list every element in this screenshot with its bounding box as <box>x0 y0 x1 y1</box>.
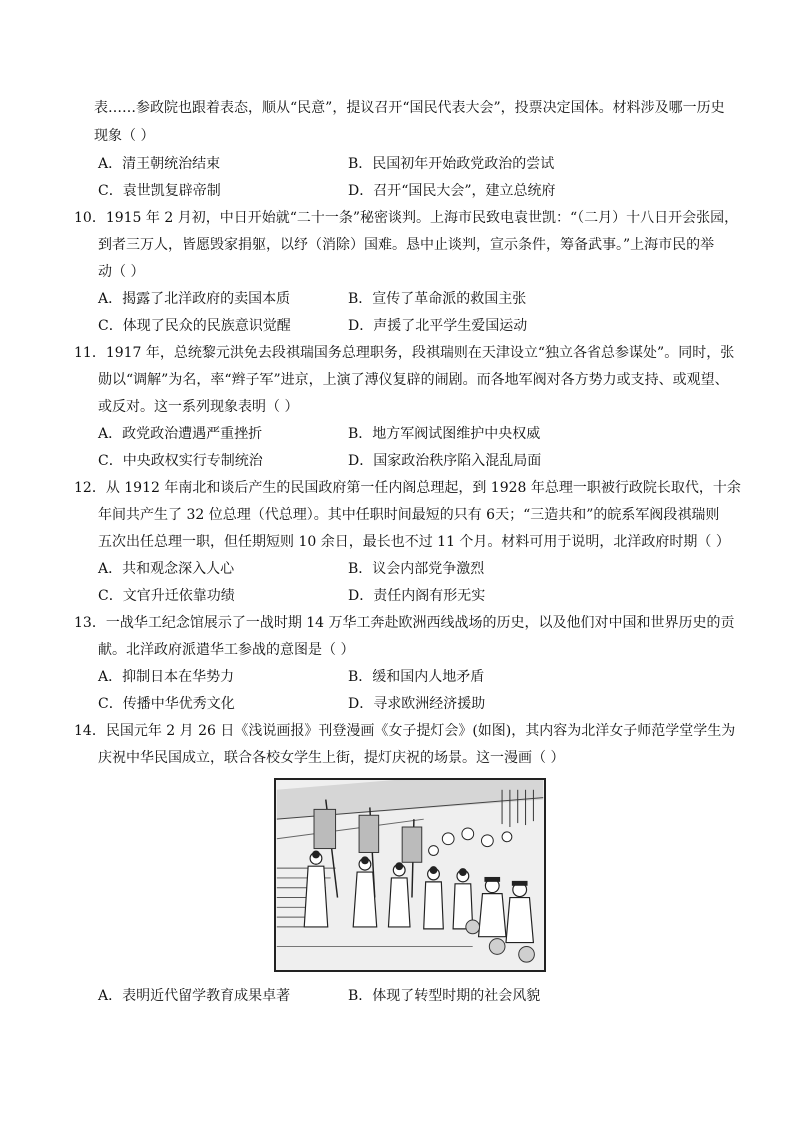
q11-line-2: 勋以“调解”为名，率“辫子军”进京，上演了溥仪复辟的闹剧。而各地军阀对各方势力或支持、或观望、 <box>98 372 729 388</box>
q9-line-2: 现象（ ） <box>94 128 155 144</box>
q13-option-c[interactable]: C．传播中华优秀文化 <box>98 696 235 712</box>
q10-line-1: 10．1915 年 2 月初，中日开始就“二十一条”秘密谈判。上海市民致电袁世凯：“（二月）十八日开会张园， <box>74 210 739 226</box>
q13-line-2: 献。北洋政府派遣华工参战的意图是（ ） <box>98 642 355 658</box>
cartoon-illustration <box>276 780 544 970</box>
q13-line-1: 13．一战华工纪念馆展示了一战时期 14 万华工奔赴欧洲西线战场的历史，以及他们对中国和世界历史的贡 <box>74 615 735 631</box>
q10-line-2: 到者三万人，皆愿毁家捐躯，以纾（消除）国难。恳中止谈判，宣示条件，筹备武事。”上海市民的举 <box>98 237 715 253</box>
q9-option-a[interactable]: A．清王朝统治结束 <box>98 156 221 172</box>
q14-line-2: 庆祝中华民国成立，联合各校女学生上街，提灯庆祝的场景。这一漫画（ ） <box>98 750 565 766</box>
q14-option-b[interactable]: B．体现了转型时期的社会风貌 <box>348 988 541 1004</box>
cartoon-lantern-parade-image <box>274 778 546 972</box>
q11-line-1: 11．1917 年，总统黎元洪免去段祺瑞国务总理职务，段祺瑞则在天津设立“独立各省总参谋处”。同时，张 <box>74 345 735 361</box>
q9-line-1: 表……参政院也跟着表态，顺从“民意”，提议召开“国民代表大会”，投票决定国体。材料涉及哪一历史 <box>94 100 725 116</box>
q12-option-b[interactable]: B．议会内部党争激烈 <box>348 561 485 577</box>
q12-option-a[interactable]: A．共和观念深入人心 <box>98 561 235 577</box>
q11-option-b[interactable]: B．地方军阀试图维护中央权威 <box>348 426 541 442</box>
q12-line-1: 12．从 1912 年南北和谈后产生的民国政府第一任内阁总理起，到 1928 年总理一职被行政院长取代，十余 <box>74 480 741 496</box>
q10-option-c[interactable]: C．体现了民众的民族意识觉醒 <box>98 318 291 334</box>
q13-option-b[interactable]: B．缓和国内人地矛盾 <box>348 669 485 685</box>
q9-option-d[interactable]: D．召开“国民大会”，建立总统府 <box>348 183 556 199</box>
q12-line-2: 年间共产生了 32 位总理（代总理）。其中任职时间最短的只有 6天；“三造共和”的皖系军阀段祺瑞则 <box>98 507 720 523</box>
q13-option-d[interactable]: D．寻求欧洲经济援助 <box>348 696 486 712</box>
q11-option-c[interactable]: C．中央政权实行专制统治 <box>98 453 263 469</box>
q14-line-1: 14．民国元年 2 月 26 日《浅说画报》刊登漫画《女子提灯会》(如图)，其内容为北洋女子师范学堂学生为 <box>74 723 736 739</box>
q10-option-d[interactable]: D．声援了北平学生爱国运动 <box>348 318 528 334</box>
q9-option-b[interactable]: B．民国初年开始政党政治的尝试 <box>348 156 555 172</box>
q9-option-c[interactable]: C．袁世凯复辟帝制 <box>98 183 221 199</box>
q12-line-3: 五次出任总理一职，但任期短则 10 余日，最长也不过 11 个月。材料可用于说明，北洋政府时期（ ） <box>98 534 730 550</box>
q14-option-a[interactable]: A．表明近代留学教育成果卓著 <box>98 988 291 1004</box>
q13-option-a[interactable]: A．抑制日本在华势力 <box>98 669 235 685</box>
q12-option-d[interactable]: D．责任内阁有形无实 <box>348 588 486 604</box>
q10-option-a[interactable]: A．揭露了北洋政府的卖国本质 <box>98 291 291 307</box>
q12-option-c[interactable]: C．文官升迁依靠功绩 <box>98 588 235 604</box>
q11-line-3: 或反对。这一系列现象表明（ ） <box>98 399 299 415</box>
q11-option-a[interactable]: A．政党政治遭遇严重挫折 <box>98 426 263 442</box>
q11-option-d[interactable]: D．国家政治秩序陷入混乱局面 <box>348 453 542 469</box>
q10-line-3: 动（ ） <box>98 264 145 280</box>
q10-option-b[interactable]: B．宣传了革命派的救国主张 <box>348 291 527 307</box>
